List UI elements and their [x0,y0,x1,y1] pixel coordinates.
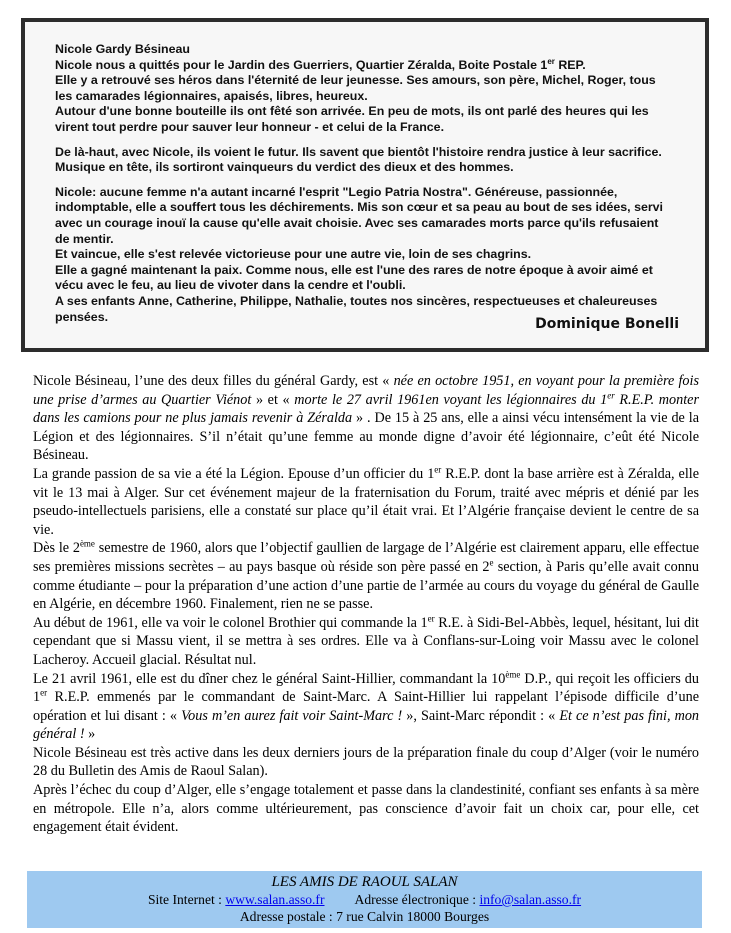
text: Dès le 2 [33,540,80,557]
tribute-paragraph-1c: Autour d'une bonne bouteille ils ont fêté son arrivée. En peu de mots, ils ont parlé des heures qui les virent tout perdre pour sauver leur honneur - et celui de la France. [55,104,649,134]
sup: er [607,389,615,400]
footer-address: Adresse postale : 7 rue Calvin 18000 Bourges [239,909,490,924]
quote: Vous m’en aurez fait voir Saint-Marc ! [181,707,403,724]
article-paragraph: Nicole Bésineau est très active dans les deux derniers jours de la préparation finale du coup d’Alger (voir le numéro 28 du Bulletin des Amis de Raoul Salan). [33,744,699,780]
footer-contact [27,891,702,908]
tribute-paragraph-3: Nicole: aucune femme n'a autant incarné l'esprit "Legio Patria Nostra". Généreuse, passionnée, indomptable, elle a souffert tous les déchirements. Mis son cœur et sa peau au bout de ses idées, servi avec un courage inouï la cause qu'elle avait choisie. Avec ses camarades morts parce qu'ils refusaient de mentir. [55,184,664,246]
article-paragraph: Après l’échec du coup d’Alger, elle s’engage totalement et passe dans la clandestinité, confiant ses enfants à sa mère en métropole. Elle n’a, alors comme ultérieurement, pas conscience d’avoir fait un choix car, pour elle, cet engagement était évident. [33,782,699,836]
tribute-paragraph-2: De là-haut, avec Nicole, ils voient le futur. Ils savent que bientôt l'histoire rendra justice à leur sacrifice. Musique en tête, ils sortiront vainqueurs du verdict des dieux et des hommes. [55,144,662,175]
email-label: Adresse électronique : [354,892,480,907]
sup: er [40,687,48,698]
sup: ème [505,668,521,679]
tribute-image [21,18,709,352]
text: Nicole Bésineau, l’une des deux filles du général Gardy, est « [33,373,394,389]
text: section, à Paris qu’elle avait connu comme étudiante – pour la préparation d’une action d’une partie de l’armée au cours du voyage du général de Gaulle en Algérie, en décembre 1960. Finalement, rien ne se passe. [33,558,699,613]
tribute-panel [25,22,705,348]
tribute-paragraph-1b: Elle y a retrouvé ses héros dans l'éternité de leur jeunesse. Ses amours, son père, Michel, Roger, tous les camarades légionnaires, apaisés, libres, heureux. [55,73,656,103]
text: morte le 27 avril 1961en voyant les légionnaires du 1 [294,391,608,408]
site-link[interactable]: www.salan.asso.fr [225,892,325,907]
sup: er [427,612,435,623]
tribute-paragraph-3c: Elle a gagné maintenant la paix. Comme nous, elle est l'une des rares de notre époque à avoir aimé et vécu avec le feu, au lieu de vivoter dans la cendre et l'oubli. [55,262,653,293]
footer-banner [27,871,702,928]
text: R.E. à Sidi-Bel-Abbès, lequel, hésitant, lui dit cependant que si Massu vient, il se mettra à ses ordres. Elle va à Conflans-sur-Loing voir Massu avec le colonel Lacheroy. Accueil glacial. Résultat nul. [33,614,699,668]
sup: er [434,464,442,475]
tribute-sup: er [547,56,555,66]
text: » et « [251,391,295,408]
tribute-text: REP. [554,57,586,72]
text: D.P., qui reçoit les officiers du 1 [33,670,699,706]
email-link[interactable]: info@salan.asso.fr [479,892,582,907]
article-paragraph [33,465,699,539]
text: » . De 15 à 25 ans, elle a ainsi vécu intensément la vie de la Légion et des légionnaires. S’il n’était qu’une femme au monde digne d’avoir été légionnaire, c’eût été Nicole Bésineau. [33,410,699,464]
text: Au début de 1961, elle va voir le colonel Brothier qui commande la 1 [33,614,428,631]
sup: ème [79,538,95,549]
site-label: Site Internet : [147,892,226,907]
article-paragraph [33,670,699,744]
tribute-heading: Nicole Gardy Bésineau [55,42,190,56]
text: », Saint-Marc répondit : « [402,707,560,724]
tribute-signature: Dominique Bonelli [535,316,679,332]
text: » [84,726,96,743]
tribute-paragraph-3b: Et vaincue, elle s'est relevée victorieuse pour une autre vie, loin de ses chagrins. [55,247,532,262]
article-paragraph [33,539,699,613]
tribute-paragraph-1 [55,58,675,74]
article-paragraph [33,614,699,670]
quote: née en octobre 1951, en voyant pour la première fois une prise d’armes au Quartier Viénot [33,373,699,408]
article-paragraph [33,372,699,465]
tribute-text: Nicole nous a quittés pour le Jardin des Guerriers, Quartier Zéralda, Boite Postale 1 [55,57,548,72]
text: semestre de 1960, alors que l’objectif gaullien de largage de l’Algérie est clairement apparu, elle effectue ses premières missions secrètes – au pays basque où réside son père passé en 2 [33,540,700,575]
text: R.E.P. dont la base arrière est à Zéralda, elle vit le 13 mai à Alger. Sur cet événement majeur de la fraternisation du Forum, traité avec mépris et dénié par les pseudo-intellectuels parisiens, elle a constaté sur place qu’il était vrai. Et l’Algérie française devient le centre de sa vie. [33,465,699,538]
footer-title: LES AMIS DE RAOUL SALAN [271,874,458,890]
article-body [33,372,699,837]
quote: Et ce n’est pas fini, mon général ! [33,707,700,743]
tribute-paragraph-3d: A ses enfants Anne, Catherine, Philippe, Nathalie, toutes nos sincères, respectueuses et chaleureuses pensées. [55,293,658,324]
text: Le 21 avril 1961, elle est du dîner chez le général Saint-Hillier, commandant la 10 [33,670,506,687]
text: La grande passion de sa vie a été la Légion. Epouse d’un officier du 1 [33,465,435,482]
text: R.E.P. monter dans les camions pour ne plus jamais revenir à Zéralda [33,391,699,427]
sup: e [489,557,494,568]
text: R.E.P. emmenés par le commandant de Saint-Marc. A Saint-Hillier lui rappelant l’épisode difficile d’une opération et lui disant : « [33,689,699,724]
